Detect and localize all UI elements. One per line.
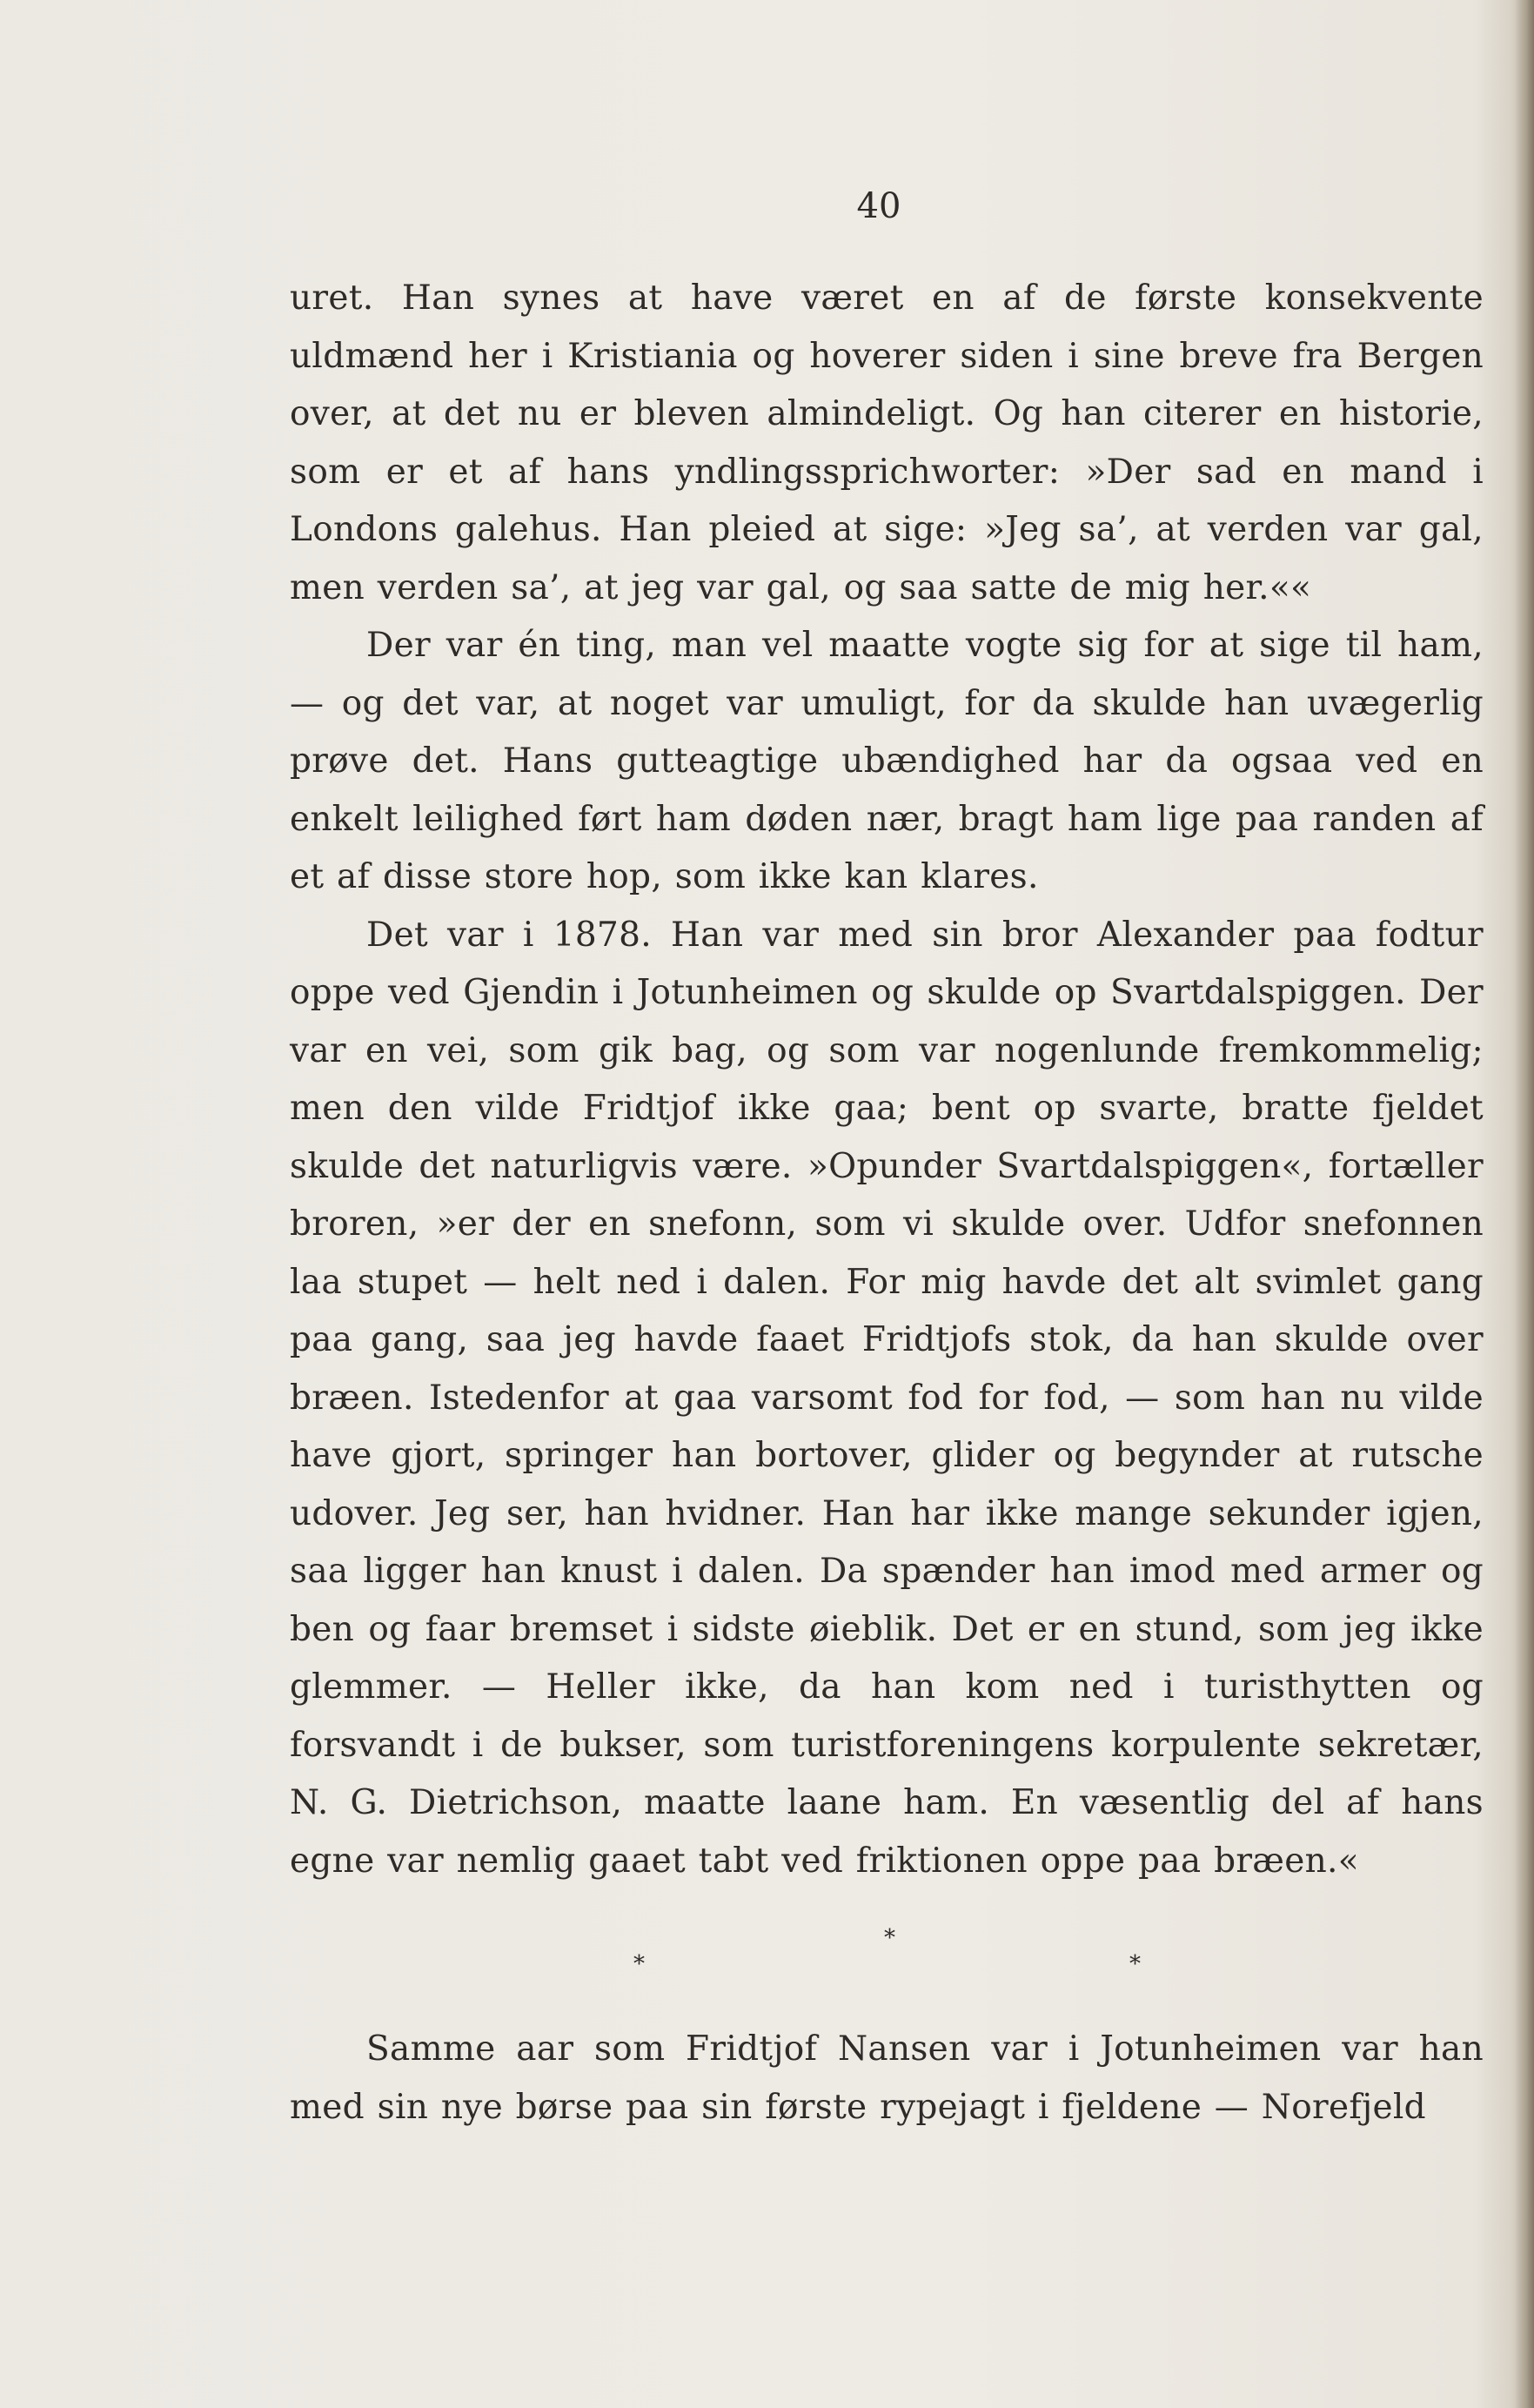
page-edge-shadow	[1515, 0, 1534, 2408]
asterism-star-left: *	[633, 1951, 646, 1977]
section-break	[290, 1906, 1484, 1986]
paragraph-3: Det var i 1878. Han var med sin bror Alexander paa fodtur oppe ved Gjendin i Jotunheimen og skulde op Svartdalspiggen. Der var en vei, som gik bag, og som var nogenlunde fremkommelig; men den vilde Fridtjof ikke gaa; bent op svarte, bratte fjeldet skulde det naturligvis være. »Opunder Svartdalspiggen«, fortæller broren, »er der en snefonn, som vi skulde over. Udfor snefonnen laa stupet — helt ned i dalen. For mig havde det alt svimlet gang paa gang, saa jeg havde faaet Fridtjofs stok, da han skulde over bræen. Istedenfor at gaa varsomt fod for fod, — som han nu vilde have gjort, springer han bortover, glider og begynder at rutsche udover. Jeg ser, han hvidner. Han har ikke mange sekunder igjen, saa ligger han knust i dalen. Da spænder han imod med armer og ben og faar bremset i sidste øieblik. Det er en stund, som jeg ikke glemmer. — Heller ikke, da han kom ned i turisthytten og forsvandt i de bukser, som turistforeningens korpulente sekretær, N. G. Dietrichson, maatte laane ham. En væsentlig del af hans egne var nemlig gaaet tabt ved friktionen oppe paa bræen.«	[290, 915, 1484, 1881]
asterism-star-right: *	[1129, 1951, 1142, 1977]
asterism-star-top: *	[884, 1925, 896, 1951]
paragraph-1: uret. Han synes at have været en af de første konsekvente uldmænd her i Kristiania og hoverer siden i sine breve fra Bergen over, at det nu er bleven almindeligt. Og han citerer en historie, som er et af hans yndlingssprichworter: »Der sad en mand i Londons galehus. Han pleied at sige: »Jeg sa’, at verden var gal, men verden sa’, at jeg var gal, og saa satte de mig her.««	[290, 278, 1484, 607]
paragraph-4: Samme aar som Fridtjof Nansen var i Jotunheimen var han med sin nye børse paa sin første rypejagt i fjeldene — Norefjeld	[290, 2029, 1484, 2127]
paragraph-2: Der var én ting, man vel maatte vogte sig for at sige til ham, — og det var, at noget var umuligt, for da skulde han uvægerlig prøve det. Hans gutteagtige ubændighed har da ogsaa ved en enkelt leilighed ført ham døden nær, bragt ham lige paa randen af et af disse store hop, som ikke kan klares.	[290, 626, 1484, 896]
body-text	[290, 270, 1484, 2136]
page-number: 40	[856, 186, 901, 226]
